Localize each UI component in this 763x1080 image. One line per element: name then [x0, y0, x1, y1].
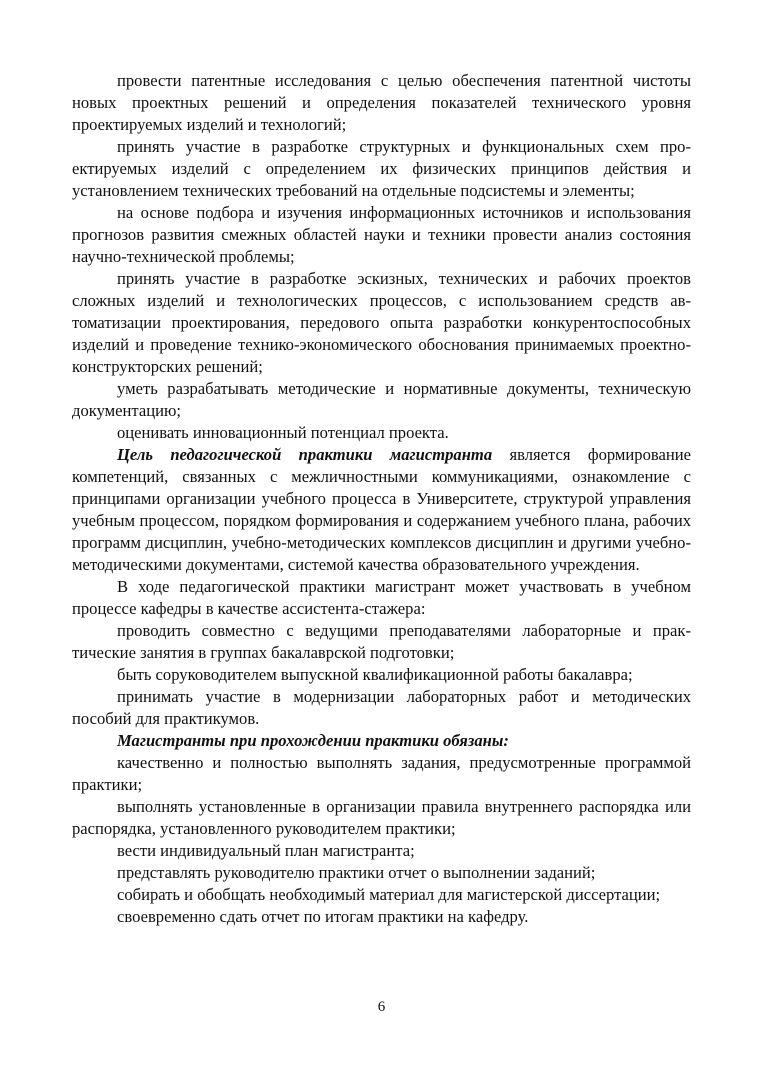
paragraph-16: представлять руководителю практики отчет о выполнении заданий;	[117, 863, 596, 882]
paragraph-17: собирать и обобщать необходимый материал для магистерской диссертации;	[117, 885, 661, 904]
section-lead-pedagogical-practice-goal: Цель педагогической практики магистранта	[117, 445, 493, 464]
section-lead-student-obligations: Магистранты при прохождении практики обязаны:	[117, 731, 509, 750]
paragraph-5: уметь разрабатывать методические и нормативные документы, техническую документацию;	[72, 379, 691, 420]
body-text	[72, 70, 691, 928]
paragraph-4: принять участие в разработке эскизных, технических и рабочих проектов сложных изделий и технологических процессов, с использованием средств автоматизации проектирования, передового опыта разработки конкурентоспособных изделий и проведение технико-экономического обоснования принимаемых проектно-конструкторских решений;	[72, 269, 691, 376]
paragraph-3: на основе подбора и изучения информационных источников и использования прогнозов развития смежных областей науки и техники провести анализ состояния научно-технической проблемы;	[72, 203, 691, 266]
paragraph-8: В ходе педагогической практики магистрант может участвовать в учебном процессе кафедры в качестве ассистента-стажера:	[72, 577, 691, 618]
paragraph-7: Цель педагогической практики магистранта является формирование компетенций, связанных с межличностными коммуникациями, ознакомление с принципами организации учебного процесса в Университете, структурой управления учебным процессом, порядком формирования и содержанием учебного плана, рабочих программ дисциплин, учебно-методических комплексов дисциплин и другими учебно-методическими документами, системой качества образовательного учреждения.	[72, 445, 691, 574]
paragraph-10: быть соруководителем выпускной квалификационной работы бакалавра;	[117, 665, 633, 684]
paragraph-18: своевременно сдать отчет по итогам практики на кафедру.	[117, 907, 529, 926]
paragraph-9: проводить совместно с ведущими преподавателями лабораторные и практические занятия в группах бакалаврской подготовки;	[72, 621, 691, 662]
paragraph-12	[72, 730, 691, 752]
paragraph-15: вести индивидуальный план магистранта;	[117, 841, 415, 860]
paragraph-1: провести патентные исследования с целью обеспечения патентной чистоты новых проектных решений и определения показателей технического уровня проектируемых изделий и технологий;	[72, 71, 691, 134]
page-number: 6	[377, 999, 386, 1015]
paragraph-14: выполнять установленные в организации правила внутреннего распорядка или распорядка, установленного руководителем практики;	[72, 797, 691, 838]
paragraph-6: оценивать инновационный потенциал проекта.	[117, 423, 449, 442]
paragraph-2: принять участие в разработке структурных и функциональных схем проектируемых изделий с определением их физических принципов действия и установлением технических требований на отдельные подсистемы и элементы;	[72, 137, 691, 200]
paragraph-11: принимать участие в модернизации лабораторных работ и методических пособий для практикумов.	[72, 687, 691, 728]
paragraph-13: качественно и полностью выполнять задания, предусмотренные программой практики;	[72, 753, 691, 794]
